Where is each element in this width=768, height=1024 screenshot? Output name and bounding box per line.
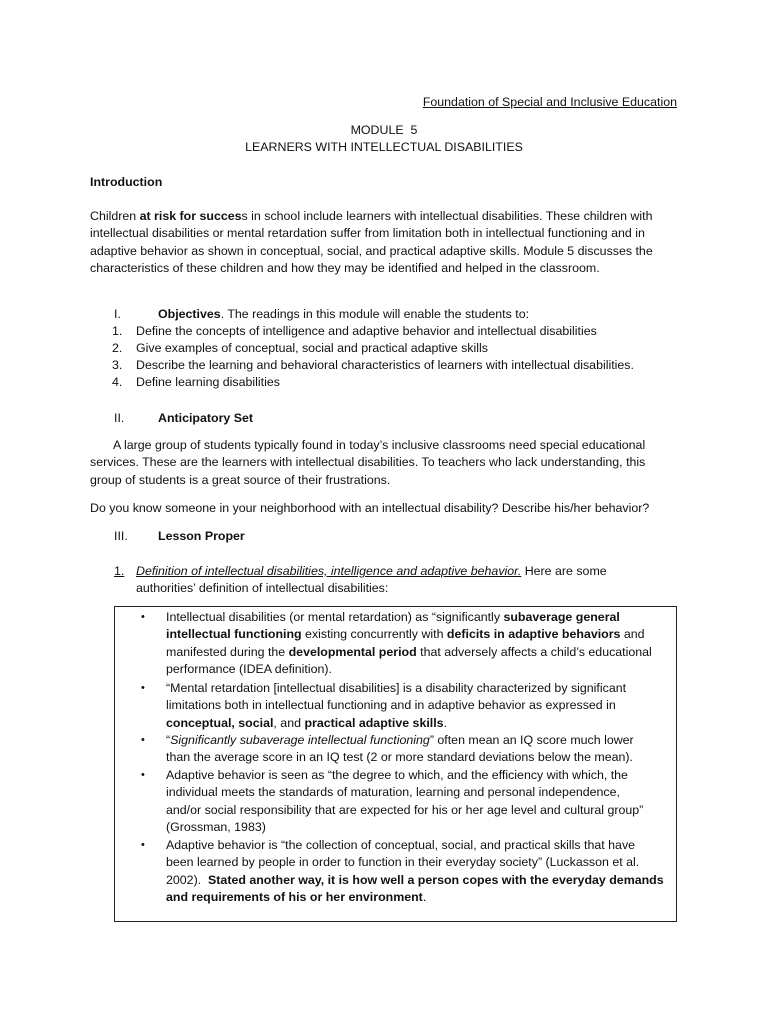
lesson-item-number: 1. (114, 564, 125, 578)
anticipatory-question: Do you know someone in your neighborhood with an intellectual disability? Describe his/her behavior? (90, 501, 650, 515)
module-label: MODULE 5 (350, 123, 418, 137)
anticipatory-line: A large group of students typically found in today’s inclusive classrooms need special educational (113, 438, 646, 452)
bullet-dot: • (141, 839, 145, 851)
introduction-heading: Introduction (90, 175, 163, 189)
lesson-item-title-line: Definition of intellectual disabilities, intelligence and adaptive behavior. Here are some (136, 564, 607, 578)
objective-item: Describe the learning and behavioral characteristics of learners with intellectual disabilities. (136, 358, 634, 372)
anticipatory-line: group of students is a great source of their frustrations. (90, 472, 391, 487)
definition-bullet-4: Adaptive behavior is seen as “the degree to which, and the efficiency with which, the individual meets the standards of maturation, learning and personal independence, and/or social responsibility that are expected for his or her age level and cultural group” (Grossman, 1983) (166, 768, 644, 834)
objective-number: 2. (112, 341, 123, 355)
objective-number: 3. (112, 358, 123, 372)
course-title: Foundation of Special and Inclusive Education (422, 95, 677, 109)
bullet-dot: • (141, 611, 145, 623)
objective-item: Define the concepts of intelligence and adaptive behavior and intellectual disabilities (136, 324, 597, 338)
anticipatory-line: services. These are the learners with intellectual disabilities. To teachers who lack understanding, this (90, 455, 646, 470)
definition-bullet-1: Intellectual disabilities (or mental retardation) as “significantly subaverage general intellectual functioning existing concurrently with deficits in adaptive behaviors and manifested during the developmental period that adversely affects a child’s educational performance (IDEA definition). (166, 610, 652, 676)
anticipatory-numeral: II. (114, 411, 125, 425)
objectives-heading-line: Objectives. The readings in this module will enable the students to: (158, 307, 530, 321)
lesson-heading: Lesson Proper (158, 529, 245, 543)
definition-bullet-5: Adaptive behavior is “the collection of conceptual, social, and practical skills that have been learned by people in order to function in their everyday society” (Luckasson et al. 2002). Stated another way, it is how well a person copes with the everyday demands and requirements of his or her environment. (166, 838, 664, 904)
module-title: LEARNERS WITH INTELLECTUAL DISABILITIES (245, 140, 523, 154)
intro-line: characteristics of these children and how they may be identified and helped in the classroom. (90, 260, 600, 275)
definition-bullet-3: “Significantly subaverage intellectual functioning” often mean an IQ score much lower than the average score in an IQ test (2 or more standard deviations below the mean). (166, 733, 634, 765)
lesson-item-line: authorities’ definition of intellectual disabilities: (136, 581, 389, 595)
intro-line: adaptive behavior as shown in conceptual, social, and practical adaptive skills. Module 5 discusses the (90, 243, 653, 258)
bullet-dot: • (141, 734, 145, 746)
bullet-dot: • (141, 682, 145, 694)
intro-line: intellectual disabilities or mental retardation suffer from limitation both in intellectual functioning and in (90, 226, 645, 241)
anticipatory-heading: Anticipatory Set (158, 411, 254, 425)
objective-item: Define learning disabilities (136, 375, 280, 389)
intro-line: Children at risk for success in school include learners with intellectual disabilities. These children with (90, 209, 653, 223)
anticipatory-paragraph (90, 437, 645, 489)
introduction-paragraph (90, 208, 653, 277)
bullet-dot: • (141, 769, 145, 781)
objective-item: Give examples of conceptual, social and practical adaptive skills (136, 341, 488, 355)
objective-number: 1. (112, 324, 123, 338)
lesson-numeral: III. (114, 529, 128, 543)
definition-bullet-2: “Mental retardation [intellectual disabilities] is a disability characterized by significant limitations both in intellectual functioning and in adaptive behavior as expressed in conceptual, social, and practical adaptive skills. (166, 681, 627, 730)
objectives-numeral: I. (114, 307, 121, 321)
objective-number: 4. (112, 375, 123, 389)
